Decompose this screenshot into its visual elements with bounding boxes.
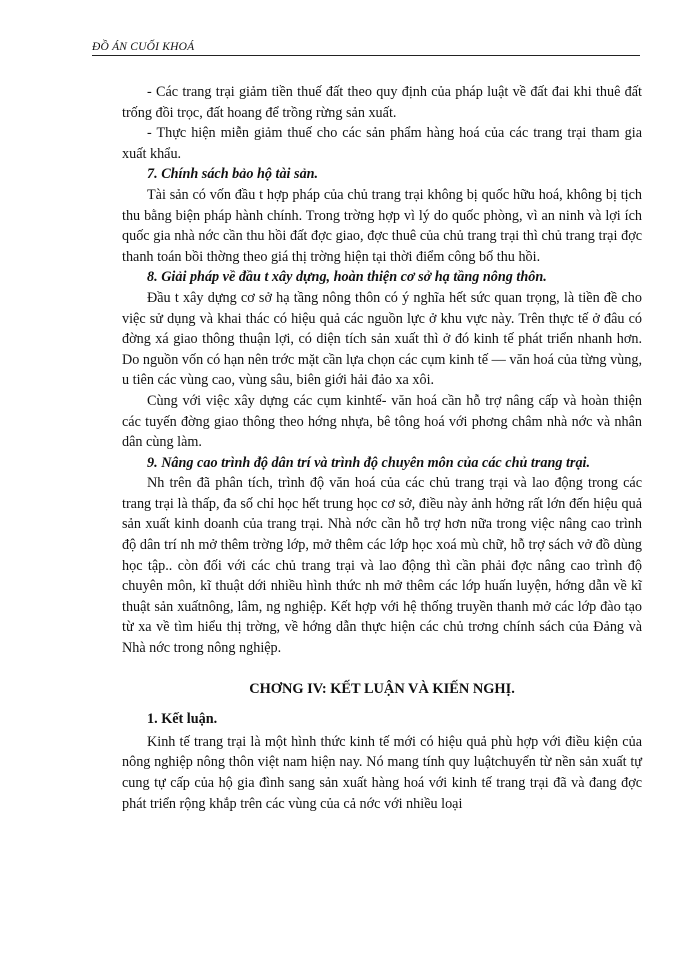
- paragraph-land-tax: - Các trang trại giảm tiền thuế đất theo quy định của pháp luật về đất đai khi thuê đất trống đồi trọc, đất hoang để trồng rừng sản xuất.: [122, 84, 642, 121]
- paragraph-export-tax: - Thực hiện miễn giảm thuế cho các sản phẩm hàng hoá của các trang trại tham gia xuất khẩu.: [122, 125, 642, 162]
- conclusion-heading: 1. Kết luận.: [147, 711, 218, 728]
- section-8-paragraph-1: Đầu t xây dựng cơ sở hạ tầng nông thôn có ý nghĩa hết sức quan trọng, là tiền đề cho việc sử dụng và khai thác có hiệu quả các nguồn lực ở khu vực này. Trên thực tế ở đâu có đờng xá giao thông thuận lợi, có diện tích sản xuất thì ở đó kinh tế phát triển nhanh hơn. Do nguồn vốn có hạn nên trớc mặt cần lựa chọn các cụm kinh tế — văn hoá của từng vùng, u tiên các vùng cao, vùng sâu, biên giới hải đảo xa xôi.: [122, 289, 642, 389]
- section-8-paragraph-2: Cùng với việc xây dựng các cụm kinhtế- văn hoá cần hỗ trợ nâng cấp và hoàn thiện các tuyến đờng giao thông theo hớng nhựa, bê tông hoá với phơng châm nhà nớc và nhân dân cùng làm.: [122, 392, 642, 451]
- section-9-heading: 9. Nâng cao trình độ dân trí và trình độ chuyên môn của các chủ trang trại.: [147, 454, 591, 471]
- chapter-title: CHƠNG IV: KẾT LUẬN VÀ KIẾN NGHỊ.: [249, 680, 515, 697]
- conclusion-paragraph: Kinh tế trang trại là một hình thức kinh tế mới có hiệu quả phù hợp với điều kiện của nông nghiệp nông thôn việt nam hiện nay. Nó mang tính quy luậtchuyển từ nền sản xuất tự cung tự cấp của hộ gia đình sang sản xuất hàng hoá với kinh tế trang trại đã và đang đợc phát triển rộng khắp trên các vùng của cả nớc với nhiều loại: [122, 733, 642, 812]
- section-7-paragraph: Tài sản có vốn đầu t hợp pháp của chủ trang trại không bị quốc hữu hoá, không bị tịch thu bằng biện pháp hành chính. Trong trờng hợp vì lý do quốc phòng, vì an ninh và lợi ích quốc gia nhà nớc cần thu hồi đất đợc giao, đợc thuê của chủ trang trại thì chủ trang trại đợc thanh toán bồi thờng theo giá thị trờng hiện tại thời điểm công bố thu hồi.: [122, 186, 642, 265]
- section-7-heading: 7. Chính sách bảo hộ tài sản.: [147, 166, 319, 183]
- section-9-paragraph: Nh trên đã phân tích, trình độ văn hoá của các chủ trang trại và lao động trong các trang trại là thấp, đa số chỉ học hết trung học cơ sở, điều này ảnh hởng rất lớn đến hiệu quả sản xuất kinh doanh của trang trại. Nhà nớc cần hỗ trợ hơn nữa trong việc nâng cao trình độ dân trí nh mở thêm trờng lớp, mở thêm các lớp học xoá mù chữ, hỗ trợ sách vở đồ dùng học tập.. còn đối với các chủ trang trại và lao động thì cần phải đợc nâng cao trình độ chuyên môn, kĩ thuật dới nhiều hình thức nh mở thêm các lớp huấn luyện, hớng dẫn về kĩ thuật sản xuấtnông, lâm, ng nghiệp. Kết hợp với hệ thống truyền thanh mở các lớp đào tạo từ xa về tìm hiểu thị trờng, về hớng dẫn thực hiện các chủ trơng chính sách của Đảng và Nhà nớc trong nông nghiệp.: [122, 475, 642, 657]
- running-header: ĐỒ ÁN CUỐI KHOÁ: [92, 40, 640, 56]
- document-body: [122, 82, 642, 814]
- section-8-heading: 8. Giải pháp về đầu t xây dựng, hoàn thiện cơ sở hạ tầng nông thôn.: [147, 269, 547, 286]
